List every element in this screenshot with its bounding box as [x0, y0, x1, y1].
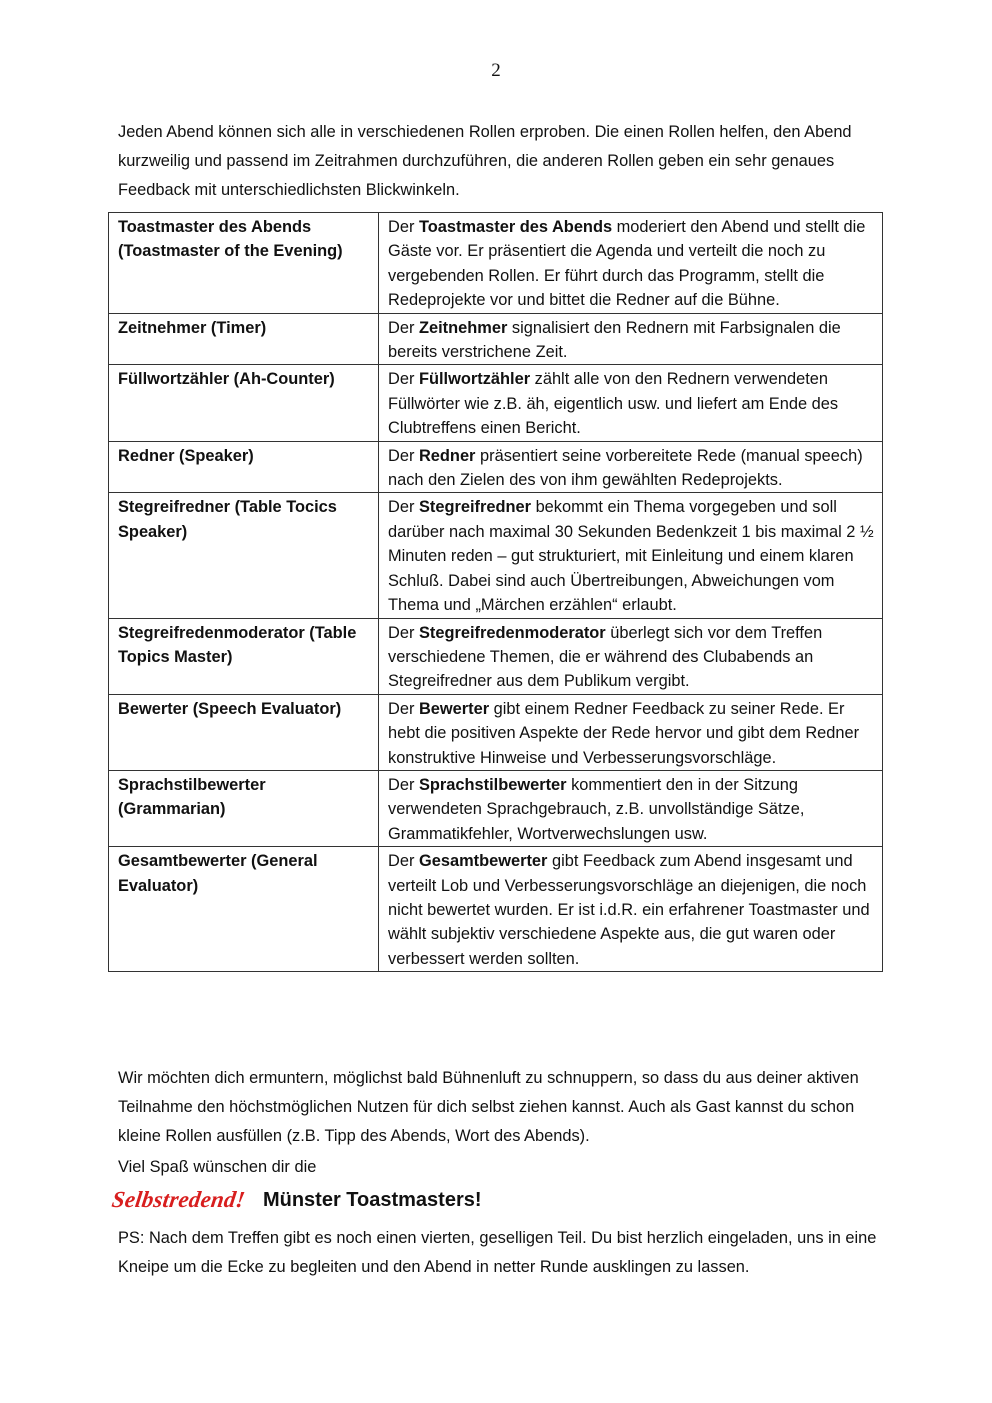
outro-paragraph: Wir möchten dich ermuntern, möglichst bald Bühnenluft zu schnuppern, so dass du aus deiner aktiven Teilnahme den höchstmöglichen Nutzen für dich selbst ziehen kannst. Auch als Gast kannst du schon kleine Rollen ausfüllen (z.B. Tipp des Abends, Wort des Abends). [118, 1069, 859, 1145]
role-description: Der Bewerter gibt einem Redner Feedback zu seiner Rede. Er hebt die positiven Aspekte der Rede hervor und gibt dem Redner konstruktive Hinweise und Verbesserungsvorschläge. [379, 694, 883, 770]
role-name: Stegreifredner (Table Tocics Speaker) [109, 493, 379, 618]
role-name: Zeitnehmer (Timer) [109, 313, 379, 365]
role-term: Toastmaster des Abends [418, 218, 613, 236]
role-term: Sprachstilbewerter [418, 775, 567, 794]
role-term: Stegreifredner [418, 498, 532, 517]
role-description: Der Füllwortzähler zählt alle von den Rednern verwendeten Füllwörter wie z.B. äh, eigentlich usw. und liefert am Ende des Clubtreffens einen Bericht. [379, 365, 883, 441]
role-description: Der Sprachstilbewerter kommentiert den in der Sitzung verwendeten Sprachgebrauch, z.B. unvollständige Sätze, Grammatikfehler, Wortverwechslungen usw. [379, 770, 883, 846]
table-row [109, 847, 883, 972]
intro-paragraph: Jeden Abend können sich alle in verschiedenen Rollen erproben. Die einen Rollen helfen, den Abend kurzweilig und passend im Zeitrahmen durchzuführen, die anderen Rollen geben ein sehr genaues Feedback mit unterschiedlichsten Blickwinkeln. [118, 123, 852, 199]
role-name: Redner (Speaker) [109, 441, 379, 493]
table-row [109, 694, 883, 770]
role-term: Zeitnehmer [418, 318, 508, 337]
role-description: Der Toastmaster des Abends moderiert den Abend und stellt die Gäste vor. Er präsentiert die Agenda und verteilt die noch zu vergebenden Rollen. Er führt durch das Programm, stellt die Redeprojekte vor und bittet die Redner auf die Bühne. [379, 213, 883, 314]
roles-table [108, 212, 883, 972]
role-name: Bewerter (Speech Evaluator) [109, 694, 379, 770]
role-name: Füllwortzähler (Ah-Counter) [109, 365, 379, 441]
postscript: PS: Nach dem Treffen gibt es noch einen vierten, geselligen Teil. Du bist herzlich eingeladen, uns in eine Kneipe um die Ecke zu begleiten und den Abend in netter Runde ausklingen zu lassen. [118, 1229, 877, 1276]
role-name: Gesamtbewerter (General Evaluator) [109, 847, 379, 972]
table-row [109, 441, 883, 493]
signature [112, 1183, 482, 1217]
role-term: Redner [418, 446, 476, 465]
role-description: Der Zeitnehmer signalisiert den Rednern mit Farbsignalen die bereits verstrichene Zeit. [379, 313, 883, 365]
table-row [109, 618, 883, 694]
table-row [109, 213, 883, 314]
role-name: Stegreifredenmoderator (Table Topics Master) [109, 618, 379, 694]
role-description: Der Stegreifredner bekommt ein Thema vorgegeben und soll darüber nach maximal 30 Sekunden Bedenkzeit 1 bis maximal 2 ½ Minuten reden – gut strukturiert, mit Einleitung und einem klaren Schluß. Dabei sind auch Übertreibungen, Abweichungen vom Thema und „Märchen erzählen“ erlaubt. [379, 493, 883, 618]
role-term: Füllwortzähler [418, 370, 531, 389]
role-description: Der Gesamtbewerter gibt Feedback zum Abend insgesamt und verteilt Lob und Verbesserungsvorschläge an diejenigen, die noch nicht bewertet wurden. Er ist i.d.R. ein erfahrener Toastmaster und wählt subjektiv verschiedene Aspekte aus, die gut waren oder verbessert werden sollten. [379, 847, 883, 972]
role-term: Bewerter [418, 699, 490, 718]
table-row [109, 313, 883, 365]
role-term: Gesamtbewerter [418, 852, 548, 871]
table-row [109, 365, 883, 441]
role-description: Der Redner präsentiert seine vorbereitete Rede (manual speech) nach den Zielen des von ihm gewählten Redeprojekts. [379, 441, 883, 493]
role-name: Sprachstilbewerter (Grammarian) [109, 770, 379, 846]
table-row [109, 493, 883, 618]
table-row [109, 770, 883, 846]
role-description: Der Stegreifredenmoderator überlegt sich vor dem Treffen verschiedene Themen, die er während des Clubabends an Stegreifredner aus dem Publikum vergibt. [379, 618, 883, 694]
selbstredend-logo: Selbstredend! [110, 1187, 247, 1212]
role-name: Toastmaster des Abends (Toastmaster of the Evening) [109, 213, 379, 314]
page-number: 2 [491, 60, 501, 81]
role-term: Stegreifredenmoderator [418, 623, 606, 642]
club-name: Münster Toastmasters! [262, 1188, 482, 1211]
greeting: Viel Spaß wünschen dir die [118, 1158, 317, 1176]
